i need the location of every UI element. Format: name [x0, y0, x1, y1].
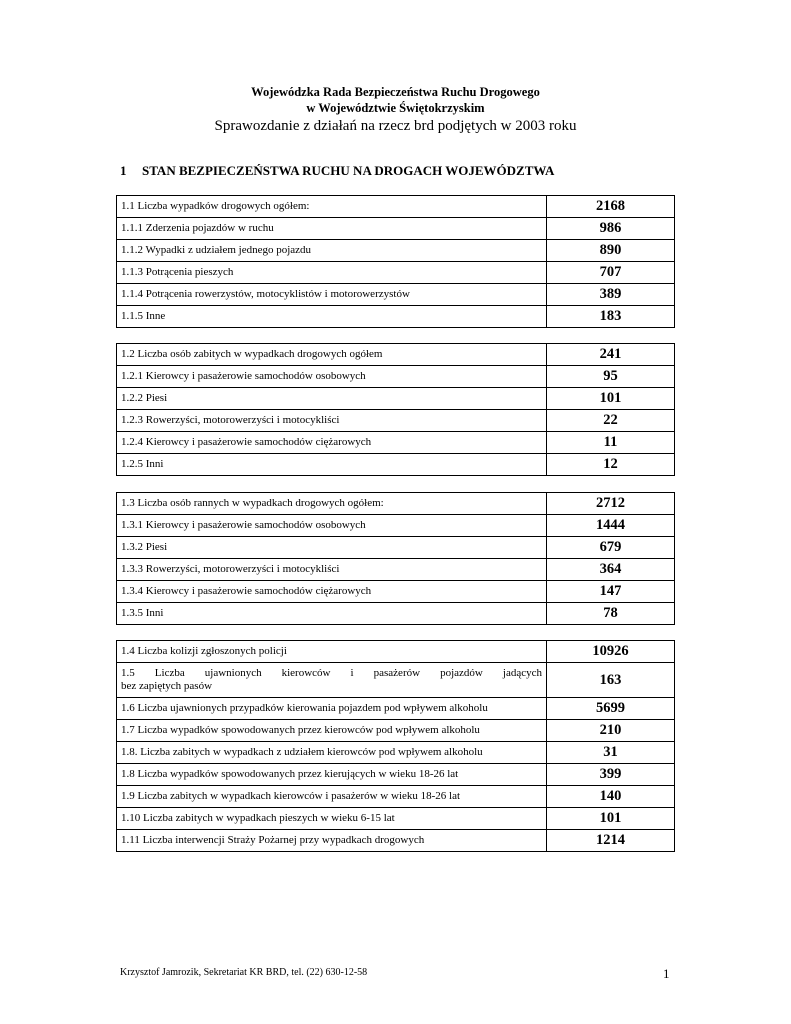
row-value: 1444	[547, 515, 675, 537]
table-row	[117, 515, 675, 537]
injured-table	[116, 492, 675, 625]
row-label: 1.3.1 Kierowcy i pasażerowie samochodów osobowych	[117, 515, 547, 537]
row-value: 183	[547, 306, 675, 328]
row-label: 1.3 Liczba osób rannych w wypadkach drogowych ogółem:	[117, 493, 547, 515]
table-row	[117, 786, 675, 808]
row-value: 31	[547, 742, 675, 764]
header-report-title: Sprawozdanie z działań na rzecz brd podjętych w 2003 roku	[214, 118, 577, 134]
row-label: 1.11 Liczba interwencji Straży Pożarnej przy wypadkach drogowych	[117, 830, 547, 852]
row-value: 22	[547, 410, 675, 432]
table-row	[117, 581, 675, 603]
table-row	[117, 240, 675, 262]
row-value: 10926	[547, 641, 675, 663]
table-row	[117, 559, 675, 581]
row-value: 147	[547, 581, 675, 603]
row-label-line1: 1.5 Liczba ujawnionych kierowców i pasażerów pojazdów jadących	[121, 667, 542, 679]
row-value: 210	[547, 720, 675, 742]
table-row	[117, 410, 675, 432]
row-label: 1.2.2 Piesi	[117, 388, 547, 410]
row-label: 1.4 Liczba kolizji zgłoszonych policji	[117, 641, 547, 663]
row-label: 1.1 Liczba wypadków drogowych ogółem:	[117, 196, 547, 218]
row-label: 1.7 Liczba wypadków spowodowanych przez kierowców pod wpływem alkoholu	[117, 720, 547, 742]
row-value: 389	[547, 284, 675, 306]
header-region: w Województwie Świętokrzyskim	[306, 101, 485, 115]
row-value: 364	[547, 559, 675, 581]
row-label: 1.1.2 Wypadki z udziałem jednego pojazdu	[117, 240, 547, 262]
row-label: 1.3.4 Kierowcy i pasażerowie samochodów ciężarowych	[117, 581, 547, 603]
row-label: 1.2 Liczba osób zabitych w wypadkach drogowych ogółem	[117, 344, 547, 366]
table-row	[117, 698, 675, 720]
section-number: 1	[120, 163, 127, 178]
row-value: 78	[547, 603, 675, 625]
row-label: 1.6 Liczba ujawnionych przypadków kierowania pojazdem pod wpływem alkoholu	[117, 698, 547, 720]
table-row	[117, 218, 675, 240]
table-row	[117, 720, 675, 742]
table-row	[117, 262, 675, 284]
row-value: 12	[547, 454, 675, 476]
table-row	[117, 663, 675, 698]
row-value: 890	[547, 240, 675, 262]
row-value: 679	[547, 537, 675, 559]
row-label: 1.2.5 Inni	[117, 454, 547, 476]
row-label: 1.8. Liczba zabitych w wypadkach z udziałem kierowców pod wpływem alkoholu	[117, 742, 547, 764]
row-label: 1.9 Liczba zabitych w wypadkach kierowców i pasażerów w wieku 18-26 lat	[117, 786, 547, 808]
row-label: 1.3.2 Piesi	[117, 537, 547, 559]
table-row	[117, 306, 675, 328]
table-row	[117, 432, 675, 454]
row-value: 2168	[547, 196, 675, 218]
header-organization: Wojewódzka Rada Bezpieczeństwa Ruchu Drogowego	[251, 85, 540, 99]
other-stats-table	[116, 640, 675, 852]
page-number: 1	[663, 966, 670, 981]
row-label-line2: bez zapiętych pasów	[121, 680, 213, 692]
table-row	[117, 454, 675, 476]
table-row	[117, 808, 675, 830]
row-label: 1.1.1 Zderzenia pojazdów w ruchu	[117, 218, 547, 240]
row-label	[117, 663, 547, 698]
killed-table	[116, 343, 675, 476]
row-label: 1.3.3 Rowerzyści, motorowerzyści i motocykliści	[117, 559, 547, 581]
table-row	[117, 196, 675, 218]
table-row	[117, 830, 675, 852]
footer-contact: Krzysztof Jamrozik, Sekretariat KR BRD, tel. (22) 630-12-58	[120, 967, 368, 978]
row-value: 986	[547, 218, 675, 240]
table-row	[117, 537, 675, 559]
row-label: 1.8 Liczba wypadków spowodowanych przez kierujących w wieku 18-26 lat	[117, 764, 547, 786]
row-value: 101	[547, 808, 675, 830]
table-row	[117, 284, 675, 306]
table-row	[117, 764, 675, 786]
table-row	[117, 388, 675, 410]
row-label: 1.2.1 Kierowcy i pasażerowie samochodów osobowych	[117, 366, 547, 388]
section-heading	[120, 163, 554, 179]
row-label: 1.2.4 Kierowcy i pasażerowie samochodów ciężarowych	[117, 432, 547, 454]
row-value: 1214	[547, 830, 675, 852]
row-label: 1.10 Liczba zabitych w wypadkach pieszych w wieku 6-15 lat	[117, 808, 547, 830]
row-value: 5699	[547, 698, 675, 720]
table-row	[117, 493, 675, 515]
section-title: STAN BEZPIECZEŃSTWA RUCHU NA DROGACH WOJEWÓDZTWA	[142, 163, 555, 178]
row-value: 707	[547, 262, 675, 284]
table-row	[117, 641, 675, 663]
table-row	[117, 742, 675, 764]
row-label: 1.1.5 Inne	[117, 306, 547, 328]
row-value: 399	[547, 764, 675, 786]
row-value: 163	[547, 663, 675, 698]
document-header	[0, 84, 791, 136]
row-value: 2712	[547, 493, 675, 515]
table-row	[117, 366, 675, 388]
table-row	[117, 603, 675, 625]
row-label: 1.2.3 Rowerzyści, motorowerzyści i motocykliści	[117, 410, 547, 432]
row-value: 140	[547, 786, 675, 808]
accidents-table	[116, 195, 675, 328]
row-value: 101	[547, 388, 675, 410]
row-value: 11	[547, 432, 675, 454]
row-label: 1.1.3 Potrącenia pieszych	[117, 262, 547, 284]
table-row	[117, 344, 675, 366]
row-value: 241	[547, 344, 675, 366]
row-value: 95	[547, 366, 675, 388]
row-label: 1.1.4 Potrącenia rowerzystów, motocyklistów i motorowerzystów	[117, 284, 547, 306]
row-label: 1.3.5 Inni	[117, 603, 547, 625]
